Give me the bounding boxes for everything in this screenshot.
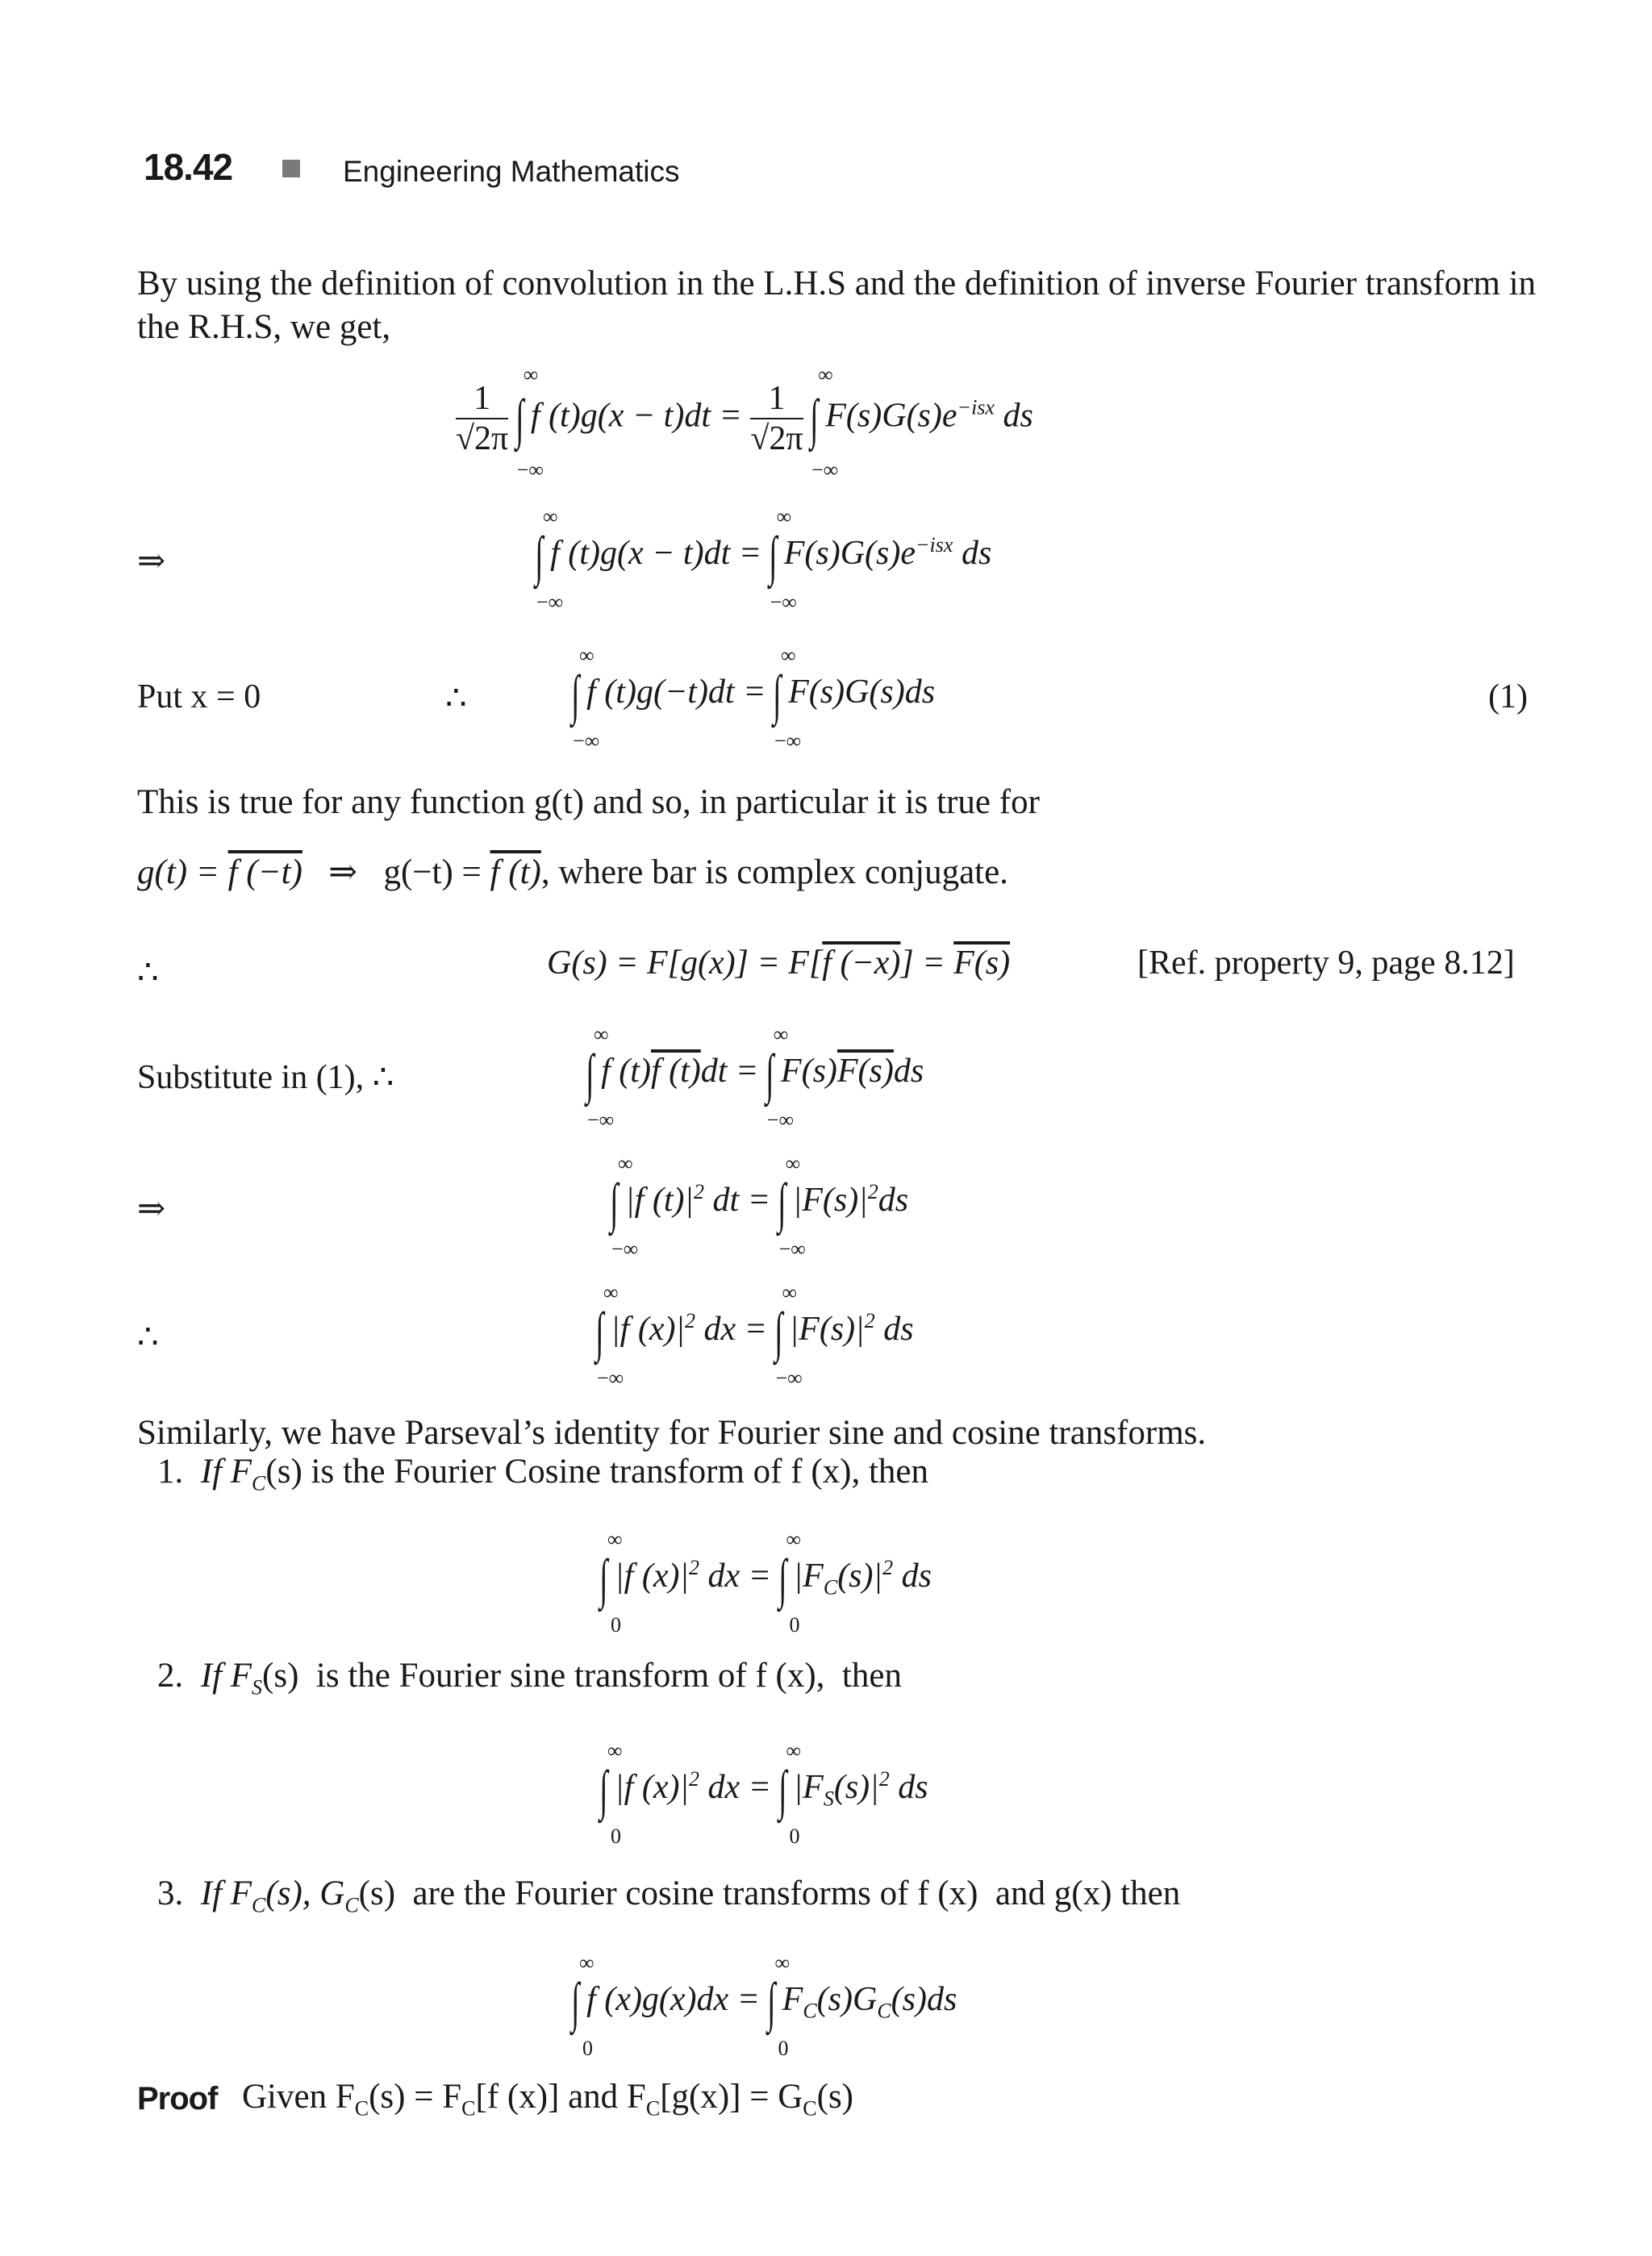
put-x-label: Put x = 0 bbox=[137, 678, 261, 715]
list-item: 2. If $F_S(s)$ is the Fourier sine transform of f (x), then bbox=[157, 1657, 902, 1699]
page-number: 18.42 bbox=[144, 146, 233, 188]
equation-7: ∞ ∫ −∞ |f $(x)|^2$ dx = ∞ ∫ −∞ $|F(s)|^2$ ds bbox=[595, 1281, 914, 1390]
header-square-icon bbox=[282, 160, 300, 177]
implies-symbol: ⇒ bbox=[137, 543, 166, 580]
text-line-any-function: This is true for any function g(t) and so, in particular it is true for bbox=[137, 783, 1040, 821]
proof-label: Proof bbox=[137, 2081, 218, 2116]
equation-1: $\frac{1}{√2\pi}$ ∞ ∫ −∞ f (t)g(x − t)dt = $\frac{1}{√2\pi}$ ∞ ∫ −∞ $F(s)G(s)e^{-isx}$ ds bbox=[456, 362, 1033, 482]
equation-4: G(s) = F[g(x)] = F[f (−x)] = F(s) bbox=[547, 945, 1011, 982]
equation-8: ∞ ∫ 0 |f $(x)|^2$ dx = ∞ ∫ 0 $|F_C(s)|^2$ ds bbox=[599, 1528, 932, 1637]
substitute-label: Substitute in (1), ∴ bbox=[137, 1059, 394, 1096]
equation-2: ∞ ∫ −∞ f (t)g(x − t)dt = ∞ ∫ −∞ $F(s)G(s)e^{-isx}$ ds bbox=[535, 505, 992, 614]
equation-tag-1: (1) bbox=[1488, 678, 1528, 715]
implies-symbol: ⇒ bbox=[137, 1191, 166, 1228]
therefore-symbol: ∴ bbox=[445, 680, 467, 717]
text-line-conjugate: g(t) = f (−t) ⇒ g(−t) = f (t), where bar is complex conjugate. bbox=[137, 853, 1008, 891]
equation-9: ∞ ∫ 0 |f $(x)|^2$ dx = ∞ ∫ 0 $|F_S(s)|^2$ ds bbox=[599, 1739, 928, 1848]
equation-3: ∞ ∫ −∞ f (t)g(−t)dt = ∞ ∫ −∞ F(s)G(s)ds bbox=[571, 644, 936, 753]
similarly-text: Similarly, we have Parseval’s identity for Fourier sine and cosine transforms. bbox=[137, 1414, 1207, 1452]
therefore-symbol: ∴ bbox=[137, 954, 159, 991]
list-item: 3. If $F_C(s)$, $G_C(s)$ are the Fourier cosine transforms of f (x) and g(x) then bbox=[157, 1874, 1181, 1917]
book-title: Engineering Mathematics bbox=[343, 155, 680, 188]
intro-paragraph: By using the definition of convolution in the L.H.S and the definition of inverse Fourier transform in the R.H.S, we get, bbox=[137, 265, 1537, 346]
list-item: 1. If $F_C(s)$ is the Fourier Cosine transform of f (x), then bbox=[157, 1453, 928, 1495]
equation-6: ∞ ∫ −∞ |f $(t)|^2$ dt = ∞ ∫ −∞ $|F(s)|^2ds$ bbox=[610, 1152, 909, 1261]
equation-10: ∞ ∫ 0 f (x)g(x)dx = ∞ ∫ 0 $F_C(s)G_C(s)ds$ bbox=[571, 1951, 957, 2060]
equation-5: ∞ ∫ −∞ f (t)f (t)dt = ∞ ∫ −∞ F(s)F(s)ds bbox=[586, 1023, 924, 1132]
property-reference: [Ref. property 9, page 8.12] bbox=[1137, 945, 1515, 982]
therefore-symbol: ∴ bbox=[137, 1319, 159, 1356]
proof-statement: Given $F_C(s) = F_C[f$ (x)] and $F_C[g(x)] = G_C(s)$ bbox=[242, 2078, 853, 2120]
